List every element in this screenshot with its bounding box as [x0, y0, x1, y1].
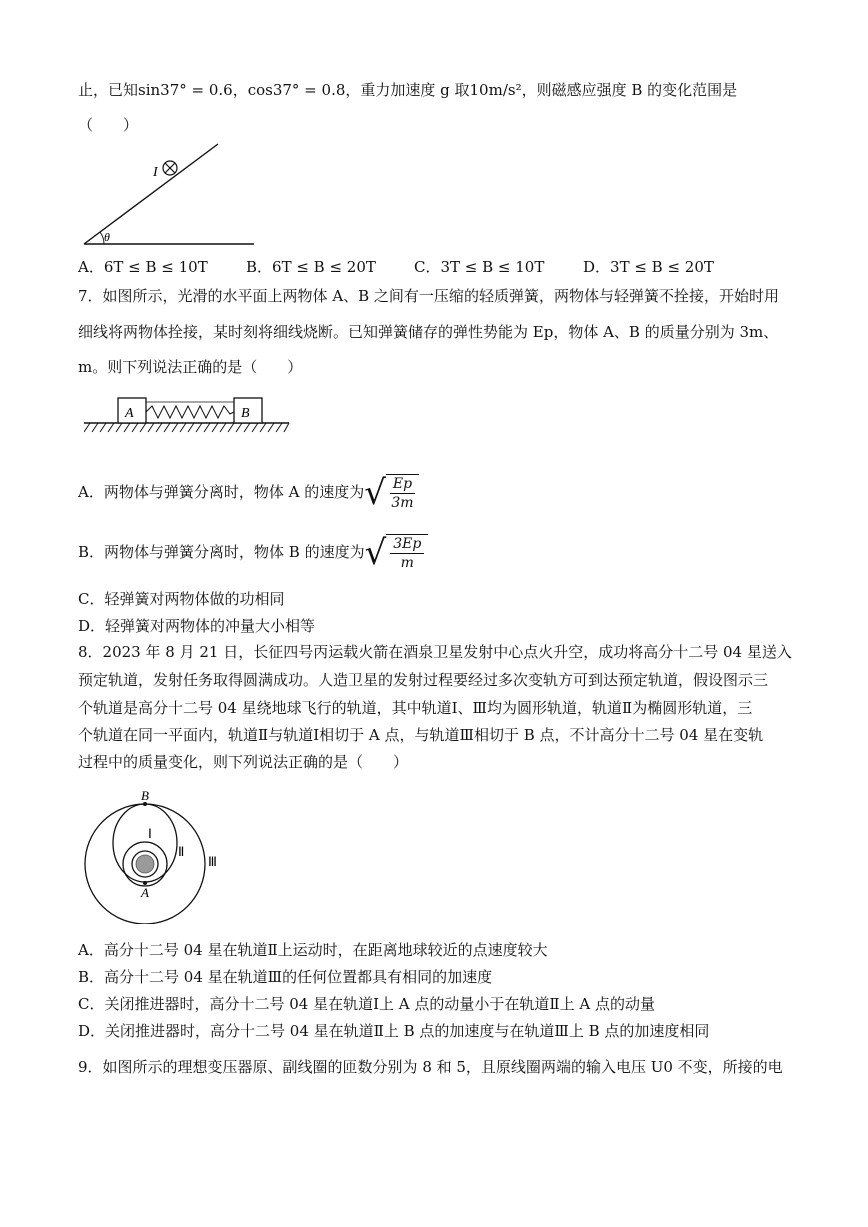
point-a-label: A: [141, 885, 149, 900]
q8-option-a: A．高分十二号 04 星在轨道Ⅱ上运动时，在距离地球较近的点速度较大: [78, 941, 548, 959]
q7-option-a-formula: √ $\frac{Ep}{3m}$: [364, 474, 419, 512]
q8-option-c: C．关闭推进器时，高分十二号 04 星在轨道Ⅰ上 A 点的动量小于在轨道Ⅱ上 A 点的动量: [78, 995, 655, 1013]
q7-text-line2: 细线将两物体拴接，某时刻将细线烧断。已知弹簧储存的弹性势能为 Ep，物体 A、B 的质量分别为 3m、: [78, 323, 779, 341]
q7-a-denominator: 3m: [391, 495, 414, 511]
q6-option-a: A．6T ≤ B ≤ 10T: [78, 258, 208, 276]
q6-option-c: C．3T ≤ B ≤ 10T: [414, 258, 545, 276]
q7-option-b: [78, 530, 428, 574]
incline-figure: [78, 140, 263, 252]
q8-text-line3: 个轨道是高分十二号 04 星绕地球飞行的轨道，其中轨道Ⅰ、Ⅲ均为圆形轨道，轨道Ⅱ为椭圆形轨道，三: [78, 699, 753, 717]
q8-text-line2: 预定轨道，发射任务取得圆满成功。人造卫星的发射过程要经过多次变轨方可到达预定轨道，假设图示三: [78, 671, 769, 689]
q6-options: [78, 256, 778, 278]
q7-b-denominator: m: [400, 555, 414, 571]
q7-option-b-formula: √ $\frac{3Ep}{m}$: [365, 534, 429, 572]
q7-option-b-text: B．两物体与弹簧分离时，物体 B 的速度为: [78, 543, 365, 561]
q7-option-c: C．轻弹簧对两物体做的功相同: [78, 590, 285, 608]
q9-text-line1: 9．如图所示的理想变压器原、副线圈的匝数分别为 8 和 5，且原线圈两端的输入电压 U0 不变，所接的电: [78, 1058, 783, 1076]
current-label: I: [153, 165, 158, 180]
q6-option-d: D．3T ≤ B ≤ 20T: [583, 258, 714, 276]
q7-text-line1: 7．如图所示，光滑的水平面上两物体 A、B 之间有一压缩的轻质弹簧，两物体与轻弹簧不拴接，开始时用: [78, 287, 779, 305]
q6-option-b: B．6T ≤ B ≤ 20T: [246, 258, 376, 276]
block-a-label: A: [125, 406, 134, 421]
q7-b-numerator: 3Ep: [390, 535, 424, 554]
orbit-iii-label: Ⅲ: [208, 854, 217, 869]
angle-label: θ: [104, 230, 110, 244]
q8-text-line1: 8．2023 年 8 月 21 日，长征四号丙运载火箭在酒泉卫星发射中心点火升空，成功将高分十二号 04 星送入: [78, 643, 792, 661]
q7-option-a-text: A．两物体与弹簧分离时，物体 A 的速度为: [78, 483, 365, 501]
point-b-label: B: [141, 788, 149, 803]
q6-answer-paren: （ ）: [78, 116, 139, 134]
q7-a-numerator: Ep: [390, 475, 415, 494]
q7-text-line3: m。则下列说法正确的是（ ）: [78, 358, 303, 376]
q7-option-a: [78, 470, 419, 514]
q6-text-line1: 止，已知sin37° = 0.6，cos37° = 0.8，重力加速度 g 取10m/s²，则磁感应强度 B 的变化范围是: [78, 81, 738, 99]
q8-text-line5: 过程中的质量变化，则下列说法正确的是（ ）: [78, 753, 409, 771]
q8-option-d: D．关闭推进器时，高分十二号 04 星在轨道Ⅱ上 B 点的加速度与在轨道Ⅲ上 B 点的加速度相同: [78, 1022, 710, 1040]
orbit-ii-label: Ⅱ: [178, 844, 185, 859]
q8-text-line4: 个轨道在同一平面内，轨道Ⅱ与轨道Ⅰ相切于 A 点，与轨道Ⅲ相切于 B 点，不计高分十二号 04 星在变轨: [78, 726, 764, 744]
q8-option-b: B．高分十二号 04 星在轨道Ⅲ的任何位置都具有相同的加速度: [78, 968, 493, 986]
orbit-figure: [80, 784, 230, 924]
block-b-label: B: [241, 406, 250, 421]
spring-figure: [84, 392, 294, 436]
q7-option-d: D．轻弹簧对两物体的冲量大小相等: [78, 617, 316, 635]
orbit-i-label: Ⅰ: [148, 826, 152, 841]
